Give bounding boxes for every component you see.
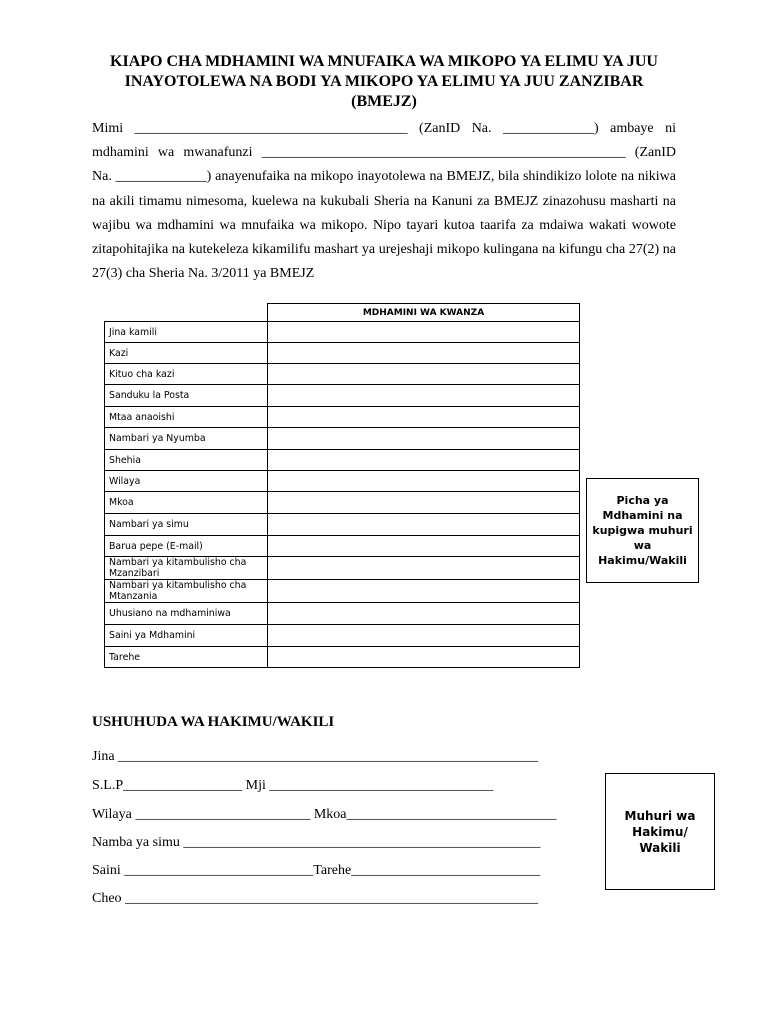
field-value-cell bbox=[268, 471, 580, 492]
field-label: Mkoa bbox=[105, 492, 268, 514]
table-row bbox=[105, 322, 580, 343]
field-value-cell bbox=[268, 514, 580, 536]
witness-section-title: USHUHUDA WA HAKIMU/WAKILI bbox=[92, 714, 335, 730]
field-value-cell bbox=[268, 407, 580, 428]
field-value-cell bbox=[268, 647, 580, 668]
table-row bbox=[105, 557, 580, 580]
field-label: Nambari ya kitambulisho cha Mzanzibari bbox=[105, 557, 268, 580]
table-row bbox=[105, 385, 580, 407]
field-label: Jina kamili bbox=[105, 322, 268, 343]
field-label: Nambari ya simu bbox=[105, 514, 268, 536]
seal-box-label: Muhuri wa Hakimu/ Wakili bbox=[624, 808, 696, 855]
witness-line-address: S.L.P_________________ Mji ________________________________ bbox=[92, 778, 494, 793]
witness-line-name: Jina ____________________________________________________________ bbox=[92, 749, 539, 764]
table-row bbox=[105, 450, 580, 471]
table-row bbox=[105, 428, 580, 450]
field-label: Barua pepe (E-mail) bbox=[105, 536, 268, 557]
field-value-cell bbox=[268, 450, 580, 471]
table-row bbox=[105, 407, 580, 428]
table-row bbox=[105, 343, 580, 364]
field-value-cell bbox=[268, 343, 580, 364]
field-value-cell bbox=[268, 322, 580, 343]
field-label: Uhusiano na mdhaminiwa bbox=[105, 603, 268, 625]
seal-box bbox=[605, 773, 715, 890]
table-row bbox=[105, 364, 580, 385]
table-row bbox=[105, 625, 580, 647]
field-value-cell bbox=[268, 492, 580, 514]
field-label: Tarehe bbox=[105, 647, 268, 668]
field-value-cell bbox=[268, 625, 580, 647]
field-value-cell bbox=[268, 536, 580, 557]
table-row bbox=[105, 536, 580, 557]
photo-box bbox=[586, 478, 699, 583]
field-value-cell bbox=[268, 580, 580, 603]
table-row bbox=[105, 603, 580, 625]
table-row bbox=[105, 580, 580, 603]
field-label: Kazi bbox=[105, 343, 268, 364]
field-label: Nambari ya kitambulisho cha Mtanzania bbox=[105, 580, 268, 603]
field-label: Nambari ya Nyumba bbox=[105, 428, 268, 450]
table-row bbox=[105, 492, 580, 514]
field-label: Sanduku la Posta bbox=[105, 385, 268, 407]
oath-paragraph: Mimi _______________________________________ (ZanID Na. _____________) ambaye ni mdhamini wa mwanafunzi ____________________________________________________ (ZanID Na. _____________) anayenufaika na mikopo inayotolewa na BMEJZ, bila shindikizo lolote na nikiwa na akili timamu nimesoma, kuelewa na kukubali Sheria na Kanuni za BMEJZ zinazohusu masharti na wajibu wa mdhamini wa mnufaika wa mikopo. Nipo tayari kutoa taarifa za mdaiwa wakati wowote zitapohitajika na kutekeleza kikamilifu mashart ya urejeshaji mikopo kulingana na kifungu cha 27(2) na 27(3) cha Sheria Na. 3/2011 ya BMEJZ bbox=[92, 121, 676, 282]
guarantor-table-header: MDHAMINI WA KWANZA bbox=[268, 304, 580, 322]
title-line-1: KIAPO CHA MDHAMINI WA MNUFAIKA WA MIKOPO YA ELIMU YA JUU bbox=[110, 53, 658, 70]
table-row bbox=[105, 514, 580, 536]
witness-line-district: Wilaya _________________________ Mkoa______________________________ bbox=[92, 807, 557, 822]
field-value-cell bbox=[268, 557, 580, 580]
witness-line-signature: Saini ___________________________Tarehe___________________________ bbox=[92, 863, 541, 878]
witness-line-title: Cheo ___________________________________________________________ bbox=[92, 891, 539, 906]
field-label: Kituo cha kazi bbox=[105, 364, 268, 385]
field-value-cell bbox=[268, 364, 580, 385]
field-label: Saini ya Mdhamini bbox=[105, 625, 268, 647]
guarantor-table bbox=[104, 303, 580, 668]
field-value-cell bbox=[268, 603, 580, 625]
field-label: Wilaya bbox=[105, 471, 268, 492]
field-value-cell bbox=[268, 385, 580, 407]
table-row bbox=[105, 471, 580, 492]
witness-line-phone: Namba ya simu ___________________________________________________ bbox=[92, 835, 541, 850]
field-label: Mtaa anaoishi bbox=[105, 407, 268, 428]
title-line-3: (BMEJZ) bbox=[351, 93, 417, 110]
table-row bbox=[105, 647, 580, 668]
field-label: Shehia bbox=[105, 450, 268, 471]
document-title bbox=[80, 52, 688, 112]
field-value-cell bbox=[268, 428, 580, 450]
photo-box-label: Picha ya Mdhamini na kupigwa muhuri wa Hakimu/Wakili bbox=[592, 494, 693, 567]
table-corner bbox=[105, 304, 268, 322]
title-line-2: INAYOTOLEWA NA BODI YA MIKOPO YA ELIMU YA JUU ZANZIBAR bbox=[124, 73, 644, 90]
